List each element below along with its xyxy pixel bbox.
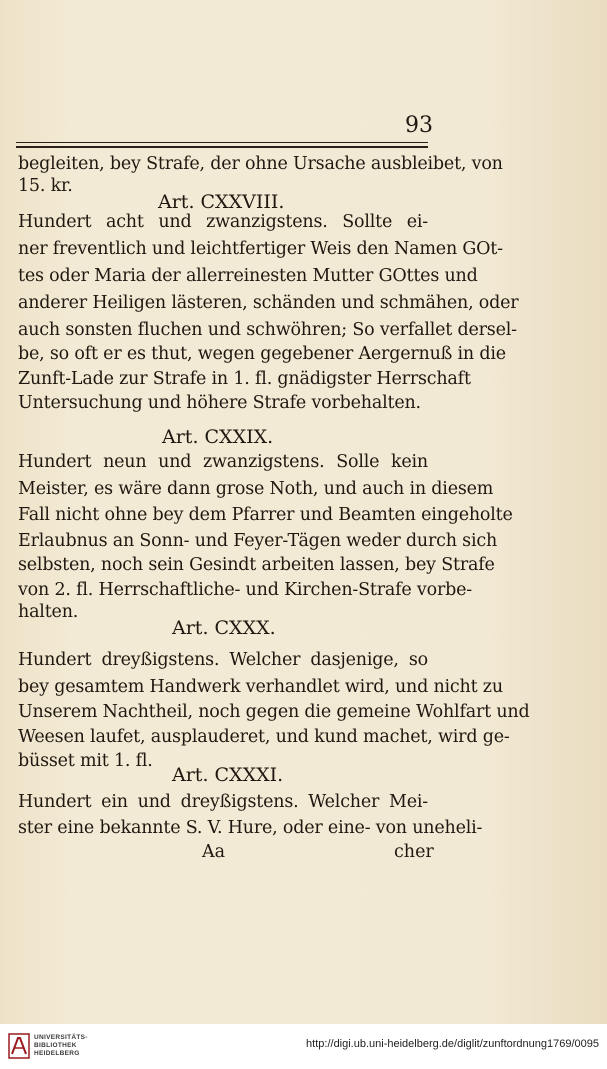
text-line: 15. kr. xyxy=(18,176,73,196)
text-line: Weesen laufet, ausplauderet, und kund machet, wird ge- xyxy=(18,727,510,747)
text-line: Hundert ein und dreyßigstens. Welcher Mei- xyxy=(18,792,428,812)
text-line: selbsten, noch sein Gesindt arbeiten lassen, bey Strafe xyxy=(18,555,495,575)
text-line: Hundert dreyßigstens. Welcher dasjenige, so xyxy=(18,650,428,670)
text-line: auch sonsten fluchen und schwöhren; So verfallet dersel- xyxy=(18,320,517,340)
text-line: begleiten, bey Strafe, der ohne Ursache ausbleibet, von xyxy=(18,154,503,174)
text-line: tes oder Maria der allerreinesten Mutter GOttes und xyxy=(18,266,478,286)
text-line: ster eine bekannte S. V. Hure, oder eine- von uneheli- xyxy=(18,818,483,838)
page-number: 93 xyxy=(405,113,433,138)
text-line: Untersuchung und höhere Strafe vorbehalten. xyxy=(18,393,421,413)
article-heading: Art. CXXVIII. xyxy=(158,191,285,213)
article-heading: Art. CXXIX. xyxy=(162,426,274,448)
text-line: Hundert neun und zwanzigstens. Solle kein xyxy=(18,452,428,472)
catchword: cher xyxy=(394,842,434,862)
text-line: von 2. fl. Herrschaftliche- und Kirchen-Strafe vorbe- xyxy=(18,580,472,600)
text-line: ner freventlich und leichtfertiger Weis den Namen GOt- xyxy=(18,239,503,259)
text-line: Hundert acht und zwanzigstens. Sollte ei- xyxy=(18,212,428,232)
article-heading: Art. CXXX. xyxy=(172,617,276,639)
text-line: anderer Heiligen lästeren, schänden und schmähen, oder xyxy=(18,293,519,313)
library-name: UNIVERSITÄTS- BIBLIOTHEK HEIDELBERG xyxy=(34,1034,88,1057)
article-heading: Art. CXXXI. xyxy=(172,764,284,786)
text-line: Fall nicht ohne bey dem Pfarrer und Beamten eingeholte xyxy=(18,505,513,525)
header-rule-thin xyxy=(16,142,428,143)
signature-mark: Aa xyxy=(202,842,226,862)
viewer-footer xyxy=(0,1024,607,1069)
text-line: Meister, es wäre dann grose Noth, und auch in diesem xyxy=(18,479,494,499)
text-line: Unserem Nachtheil, noch gegen die gemeine Wohlfart und xyxy=(18,702,530,722)
library-logo-icon[interactable] xyxy=(8,1033,30,1059)
text-line: halten. xyxy=(18,602,79,622)
text-line: büsset mit 1. fl. xyxy=(18,751,153,771)
text-line: bey gesamtem Handwerk verhandlet wird, und nicht zu xyxy=(18,677,503,697)
header-rule-thick xyxy=(16,146,428,148)
text-line: Zunft-Lade zur Strafe in 1. fl. gnädigster Herrschaft xyxy=(18,369,471,389)
source-url-link[interactable]: http://digi.ub.uni-heidelberg.de/diglit/zunftordnung1769/0095 xyxy=(306,1038,599,1050)
text-line: be, so oft er es thut, wegen gegebener Aergernuß in die xyxy=(18,344,506,364)
text-line: Erlaubnus an Sonn- und Feyer-Tägen weder durch sich xyxy=(18,531,498,551)
